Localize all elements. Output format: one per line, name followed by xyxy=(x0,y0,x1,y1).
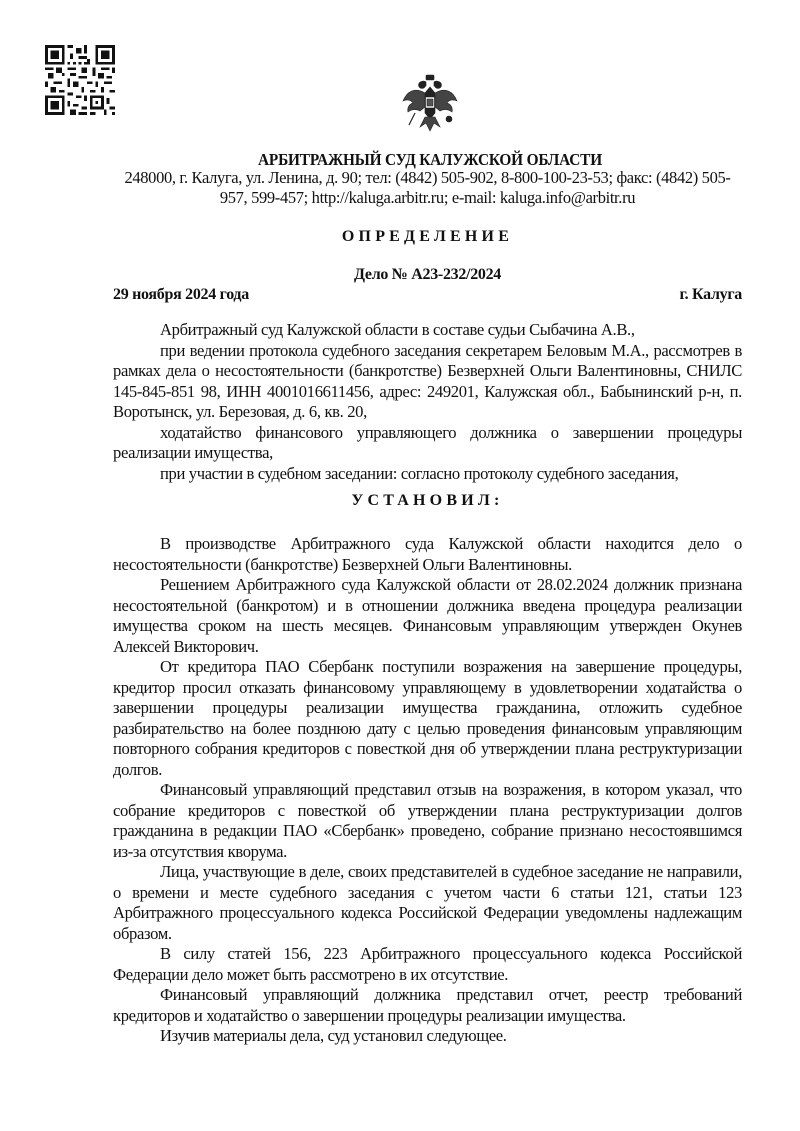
document-title: ОПРЕДЕЛЕНИЕ xyxy=(341,228,514,245)
body-paragraph: Решением Арбитражного суда Калужской области от 28.02.2024 должник признана несостоятельной (банкротом) и в отношении должника введена процедура реализации имущества сроком на шесть месяцев. Финансовым управляющим утвержден Окунев Алексей Викторович. xyxy=(113,575,742,656)
established-section xyxy=(113,534,742,1047)
intro-paragraph: ходатайство финансового управляющего должника о завершении процедуры реализации имущества, xyxy=(113,422,742,462)
document-city: г. Калуга xyxy=(679,286,742,303)
document-date: 29 ноября 2024 года xyxy=(113,286,249,303)
qr-code-icon xyxy=(45,45,115,115)
body-paragraph: В силу статей 156, 223 Арбитражного процессуального кодекса Российской Федерации дело может быть рассмотрено в их отсутствие. xyxy=(113,944,742,984)
case-number: Дело № А23-232/2024 xyxy=(354,266,501,283)
body-paragraph: В производстве Арбитражного суда Калужской области находится дело о несостоятельности (банкротстве) Безверхней Ольги Валентиновны. xyxy=(113,534,742,574)
court-name: АРБИТРАЖНЫЙ СУД КАЛУЖСКОЙ ОБЛАСТИ xyxy=(257,150,602,169)
body-paragraph: Лица, участвующие в деле, своих представителей в судебное заседание не направили, о времени и месте судебного заседания с учетом части 6 статьи 121, статьи 123 Арбитражного процессуального кодекса Российской Федерации уведомлены надлежащим образом. xyxy=(113,862,742,943)
body-paragraph: Финансовый управляющий должника представил отчет, реестр требований кредиторов и ходатайство о завершении процедуры реализации имущества. xyxy=(113,985,742,1025)
intro-paragraph: Арбитражный суд Калужской области в составе судьи Сыбачина А.В., xyxy=(160,320,635,339)
established-heading: УСТАНОВИЛ: xyxy=(351,492,504,509)
body-paragraph: От кредитора ПАО Сбербанк поступили возражения на завершение процедуры, кредитор просил отказать финансовому управляющему в удовлетворении ходатайства о завершении процедуры реализации имущества гражданина, отложить судебное разбирательство на более позднюю дату с целью проведения финансовым управляющим повторного собрания кредиторов с повесткой дня об утверждении плана реструктуризации долгов. xyxy=(113,657,742,779)
intro-paragraph: при ведении протокола судебного заседания секретарем Беловым М.А., рассмотрев в рамках дела о несостоятельности (банкротстве) Безверхней Ольги Валентиновны, СНИЛС 145-845-851 98, ИНН 4001016611456, адрес: 249201, Калужская обл., Бабынинский р-н, п. Воротынск, ул. Березовая, д. 6, кв. 20, xyxy=(113,340,742,421)
coat-of-arms-icon xyxy=(395,73,465,135)
body-paragraph: Финансовый управляющий представил отзыв на возражения, в котором указал, что собрание кредиторов с повесткой об утверждении плана реструктуризации долгов гражданина в редакции ПАО «Сбербанк» проведено, собрание признано несостоявшимся из-за отсутствия кворума. xyxy=(113,780,742,861)
court-address: 248000, г. Калуга, ул. Ленина, д. 90; тел: (4842) 505-902, 8-800-100-23-53; факс: (4842) 505-957, 599-457; http://kaluga.arbitr.ru; e-mail: kaluga.info@arbitr.ru xyxy=(124,168,731,207)
intro-paragraph: при участии в судебном заседании: согласно протоколу судебного заседания, xyxy=(160,463,679,483)
intro-section xyxy=(113,320,742,484)
body-paragraph: Изучив материалы дела, суд установил следующее. xyxy=(160,1026,507,1045)
